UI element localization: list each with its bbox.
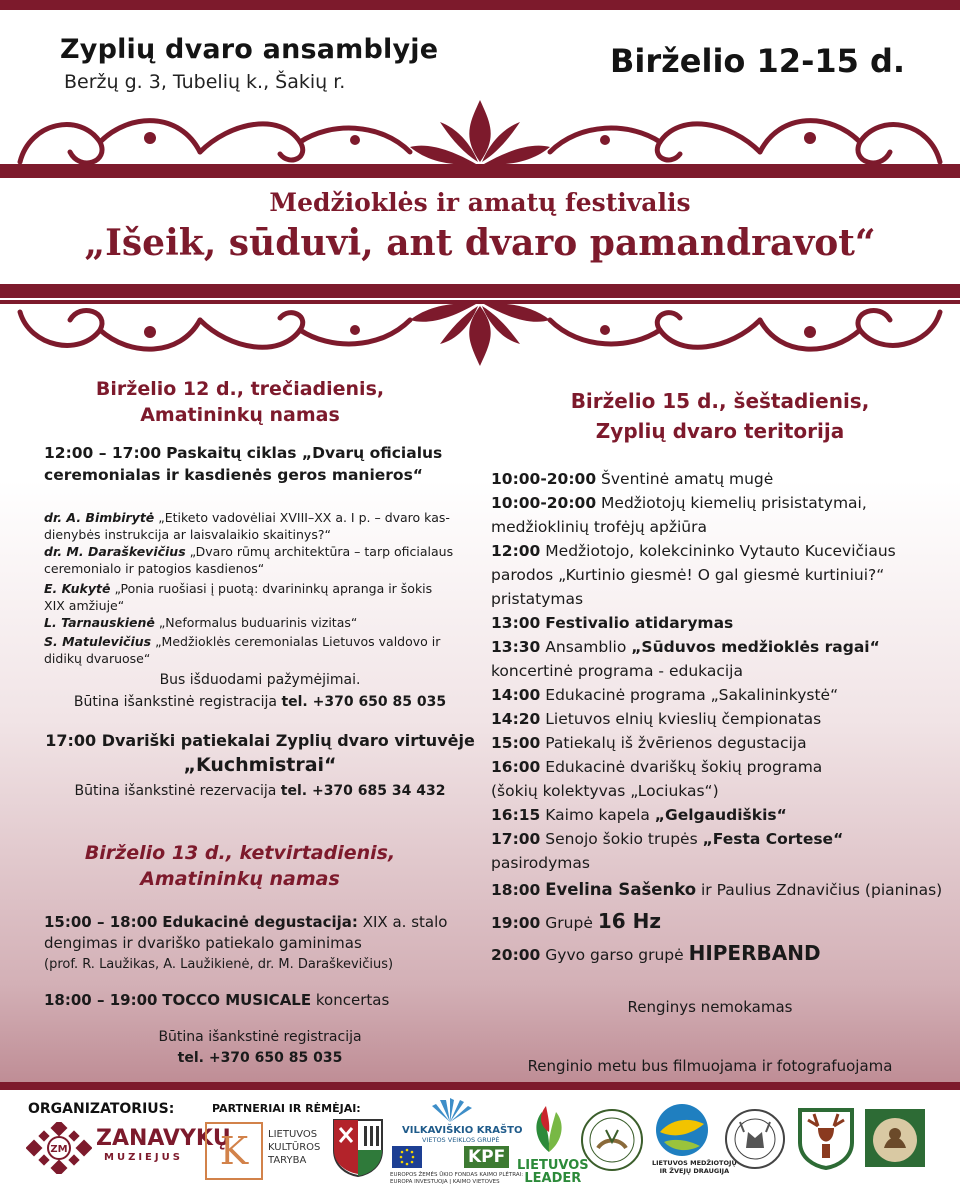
top-color-bar xyxy=(0,0,960,10)
event-time: 14:00 xyxy=(491,686,541,704)
festival-subtitle: Medžioklės ir amatų festivalis xyxy=(269,188,691,217)
zanavyku-sub: MUZIEJUS xyxy=(104,1152,183,1163)
event-time: 10:00-20:00 xyxy=(491,470,597,488)
event-time: 16:00 xyxy=(491,758,541,776)
event-time: 10:00-20:00 xyxy=(491,494,597,512)
vilkaviskio-sub: VIETOS VEIKLOS GRUPĖ xyxy=(422,1136,500,1144)
free-note: Renginys nemokamas xyxy=(627,998,793,1016)
talk-row-cont: ceremonialo ir patogios kasdienos“ xyxy=(44,561,265,576)
bottom-ornament xyxy=(0,292,960,372)
event-row xyxy=(491,940,821,968)
event-text: Edukacinė dvariškų šokių programa xyxy=(545,758,823,776)
event-bold: Evelina Sašenko xyxy=(545,880,697,899)
tasting-time: 15:00 – 18:00 xyxy=(44,913,158,931)
event-row xyxy=(491,908,661,936)
concert-time: 18:00 – 19:00 xyxy=(44,991,158,1009)
filming-note: Renginio metu bus filmuojama ir fotografuojama xyxy=(527,1057,893,1075)
event-row xyxy=(491,469,773,490)
eu-flag-icon xyxy=(392,1146,422,1168)
event-row xyxy=(491,805,787,826)
date-range: Birželio 12-15 d. xyxy=(610,42,906,80)
venue-address: Beržų g. 3, Tubelių k., Šakių r. xyxy=(64,71,346,93)
event-time: 17:00 xyxy=(491,830,541,848)
eu-line2: EUROPA INVESTUOJA Į KAIMO VIETOVES xyxy=(390,1179,500,1185)
day12-lecture xyxy=(44,443,442,464)
event-row xyxy=(491,879,942,901)
festival-title: „Išeik, sūduvi, ant dvaro pamandravot“ xyxy=(84,222,876,264)
eu-line1: EUROPOS ŽEMĖS ŪKIO FONDAS KAIMO PLĖTRAI: xyxy=(390,1172,524,1178)
event-row xyxy=(491,709,821,730)
lkt-logo-letter: K xyxy=(205,1122,263,1180)
event-text: Lietuvos elnių kvieslių čempionatas xyxy=(545,710,822,728)
registration-phone: tel. +370 650 85 035 xyxy=(281,694,447,710)
event-text: ir Paulius Zdnavičius (pianinas) xyxy=(696,881,943,899)
talk-row xyxy=(44,543,453,560)
day13-registration-label: Būtina išankstinė registracija xyxy=(158,1029,362,1045)
event-text: Senojo šokio trupės xyxy=(545,830,703,848)
day13-heading-line1: Birželio 13 d., ketvirtadienis, xyxy=(84,842,396,864)
event-time: 13:30 xyxy=(491,638,541,656)
day12-heading xyxy=(40,376,440,428)
day12-heading-line2: Amatininkų namas xyxy=(140,404,340,426)
event-text: Medžiotojų kiemelių prisistatymai, xyxy=(601,494,867,512)
event-row xyxy=(491,829,843,850)
event-text: Medžiotojo, kolekcininko Vytauto Kucevičiaus xyxy=(545,542,896,560)
leader-line2: LEADER xyxy=(524,1171,582,1186)
registration-label: Būtina išankstinė registracija xyxy=(73,694,277,710)
event-text: Edukacinė programa „Sakalininkystė“ xyxy=(545,686,839,704)
event-time: 18:00 xyxy=(491,881,541,899)
tasting-line1: XIX a. stalo xyxy=(362,913,448,931)
talk-speaker: dr. M. Daraškevičius xyxy=(44,544,186,559)
event-cont: (šokių kolektyvas „Lociukas“) xyxy=(491,782,719,800)
event-text: Ansamblio xyxy=(545,638,632,656)
talk-speaker: S. Matulevičius xyxy=(44,634,152,649)
event-row xyxy=(491,493,867,514)
event-cont: parodos „Kurtinio giesmė! O gal giesmė kurtiniui?“ xyxy=(491,566,885,584)
reservation-label: Būtina išankstinė rezervacija xyxy=(74,783,277,799)
event-time: 15:00 xyxy=(491,734,541,752)
event-cont: pasirodymas xyxy=(491,854,590,872)
sakiai-coat-of-arms-icon xyxy=(330,1116,386,1178)
event-row xyxy=(491,613,733,634)
event-time: 19:00 xyxy=(491,914,541,932)
event-time: 14:20 xyxy=(491,710,541,728)
day12-heading-line1: Birželio 12 d., trečiadienis, xyxy=(95,378,385,400)
event-time: 12:00 xyxy=(491,542,541,560)
tasting-line2: dengimas ir dvariško patiekalo gaminimas xyxy=(44,934,362,952)
kpf-logo: KPF xyxy=(464,1146,509,1168)
wildlife-photo-badge-icon xyxy=(864,1108,926,1168)
day15-heading-line2: Zyplių dvaro teritorija xyxy=(595,419,845,443)
talk-speaker: L. Tarnauskienė xyxy=(44,615,155,630)
tasting-title: Edukacinė degustacija: xyxy=(162,913,358,931)
day15-heading-line1: Birželio 15 d., šeštadienis, xyxy=(570,389,870,413)
talk-row-cont: didikų dvaruose“ xyxy=(44,651,151,666)
partners-label: PARTNERIAI IR RĖMĖJAI: xyxy=(212,1102,361,1115)
event-row xyxy=(491,541,896,562)
dinner-reservation xyxy=(40,781,480,802)
eu-fund-text xyxy=(390,1172,523,1186)
vilkaviskio-sun-icon xyxy=(420,1098,480,1124)
lkt-name xyxy=(268,1128,320,1167)
event-time: 13:00 xyxy=(491,614,541,632)
dinner-line1: 17:00 Dvariški patiekalai Zyplių dvaro virtuvėje xyxy=(45,731,475,750)
lkt-line2: KULTŪROS xyxy=(268,1142,321,1153)
hunters-association-seal-icon xyxy=(724,1108,786,1170)
talk-title: „Dvaro rūmų architektūra – tarp oficialaus xyxy=(189,544,454,559)
event-time: 16:15 xyxy=(491,806,541,824)
event-bold: „Gelgaudiškis“ xyxy=(654,806,787,824)
event-text: Kaimo kapela xyxy=(545,806,655,824)
talk-title: „Medžioklės ceremonialas Lietuvos valdovo ir xyxy=(155,634,441,649)
day15-heading xyxy=(510,386,930,446)
event-bold: HIPERBAND xyxy=(688,941,821,965)
leader-leaf-icon xyxy=(528,1102,570,1156)
ldk-emblem-icon xyxy=(654,1102,710,1158)
event-text: Gyvo garso grupė xyxy=(545,946,684,964)
ldk-line2: IR ŽVEJŲ DRAUGIJA xyxy=(659,1167,730,1175)
event-cont: medžioklinių trofėjų apžiūra xyxy=(491,518,707,536)
day12-lecture-line2: ceremonialas ir kasdienės geros manieros“ xyxy=(44,466,423,484)
talk-title: „Neformalus buduarinis vizitas“ xyxy=(158,615,358,630)
leader-name xyxy=(517,1159,589,1185)
talk-speaker: E. Kukytė xyxy=(44,581,111,596)
day13-heading xyxy=(40,840,440,892)
reservation-phone: tel. +370 685 34 432 xyxy=(280,783,446,799)
event-text: Patiekalų iš žvērienos degustacija xyxy=(545,734,807,752)
day13-registration-phone: tel. +370 650 85 035 xyxy=(177,1050,343,1066)
talk-row xyxy=(44,580,432,597)
talk-row-cont: dienybės instrukcija ar laisvalaikio skaitinys?“ xyxy=(44,527,331,542)
event-row xyxy=(491,757,822,778)
day13-tasting xyxy=(44,912,447,933)
day12-lecture-line1: Paskaitų ciklas „Dvarų oficialus xyxy=(166,444,443,462)
ldk-line1: LIETUVOS MEDŽIOTOJŲ xyxy=(652,1159,737,1167)
tasting-line3: (prof. R. Laužikas, A. Laužikienė, dr. M. Daraškevičius) xyxy=(44,957,394,972)
vilkaviskio-title: VILKAVIŠKIO KRAŠTO xyxy=(402,1125,523,1136)
event-row xyxy=(491,637,880,658)
event-row xyxy=(491,733,807,754)
concert-name: TOCCO MUSICALE xyxy=(162,991,312,1009)
zm-mark: ZM xyxy=(50,1144,68,1155)
certificates-note: Bus išduodami pažymėjimai. xyxy=(159,672,361,688)
talk-title: „Ponia ruošiasi į puotą: dvarininkų apranga ir šokis xyxy=(114,581,433,596)
zanavyku-ornament-icon xyxy=(26,1122,92,1174)
talk-row xyxy=(44,509,450,526)
organizer-label: ORGANIZATORIUS: xyxy=(28,1101,175,1117)
concert-word: koncertas xyxy=(315,991,390,1009)
top-band xyxy=(0,164,960,178)
day12-registration xyxy=(40,692,480,713)
leader-line1: LIETUVOS xyxy=(517,1158,589,1173)
talk-row xyxy=(44,614,357,631)
venue-title: Zyplių dvaro ansamblyje xyxy=(60,34,439,65)
lkt-line3: TARYBA xyxy=(268,1155,307,1166)
event-bold: „Sūduvos medžioklės ragai“ xyxy=(631,638,880,656)
event-text: Grupė xyxy=(545,914,593,932)
event-time: 20:00 xyxy=(491,946,541,964)
event-bold: 16 Hz xyxy=(597,909,661,933)
event-cont: pristatymas xyxy=(491,590,584,608)
talk-row-cont: XIX amžiuje“ xyxy=(44,598,125,613)
hunters-club-emblem-icon xyxy=(580,1108,644,1172)
day12-lecture-cont xyxy=(44,465,423,486)
talk-row xyxy=(44,633,440,650)
event-bold: Festivalio atidarymas xyxy=(545,614,734,632)
day13-heading-line2: Amatininkų namas xyxy=(140,868,340,890)
talk-title: „Etiketo vadovėliai XVIII–XX a. I p. – dvaro kas- xyxy=(158,510,450,525)
event-bold: „Festa Cortese“ xyxy=(702,830,844,848)
deer-shield-icon xyxy=(796,1106,856,1170)
lkt-line1: LIETUVOS xyxy=(268,1129,318,1140)
day13-concert xyxy=(44,990,389,1011)
day12-lecture-time: 12:00 – 17:00 xyxy=(44,444,162,462)
zanavyku-name: ZANAVYKŲ xyxy=(96,1126,231,1151)
event-row xyxy=(491,685,838,706)
event-text: Šventinė amatų mugė xyxy=(601,470,774,488)
talk-speaker: dr. A. Bimbirytė xyxy=(44,510,155,525)
event-cont: koncertinė programa - edukacija xyxy=(491,662,743,680)
dinner-line2: „Kuchmistrai“ xyxy=(183,754,337,776)
